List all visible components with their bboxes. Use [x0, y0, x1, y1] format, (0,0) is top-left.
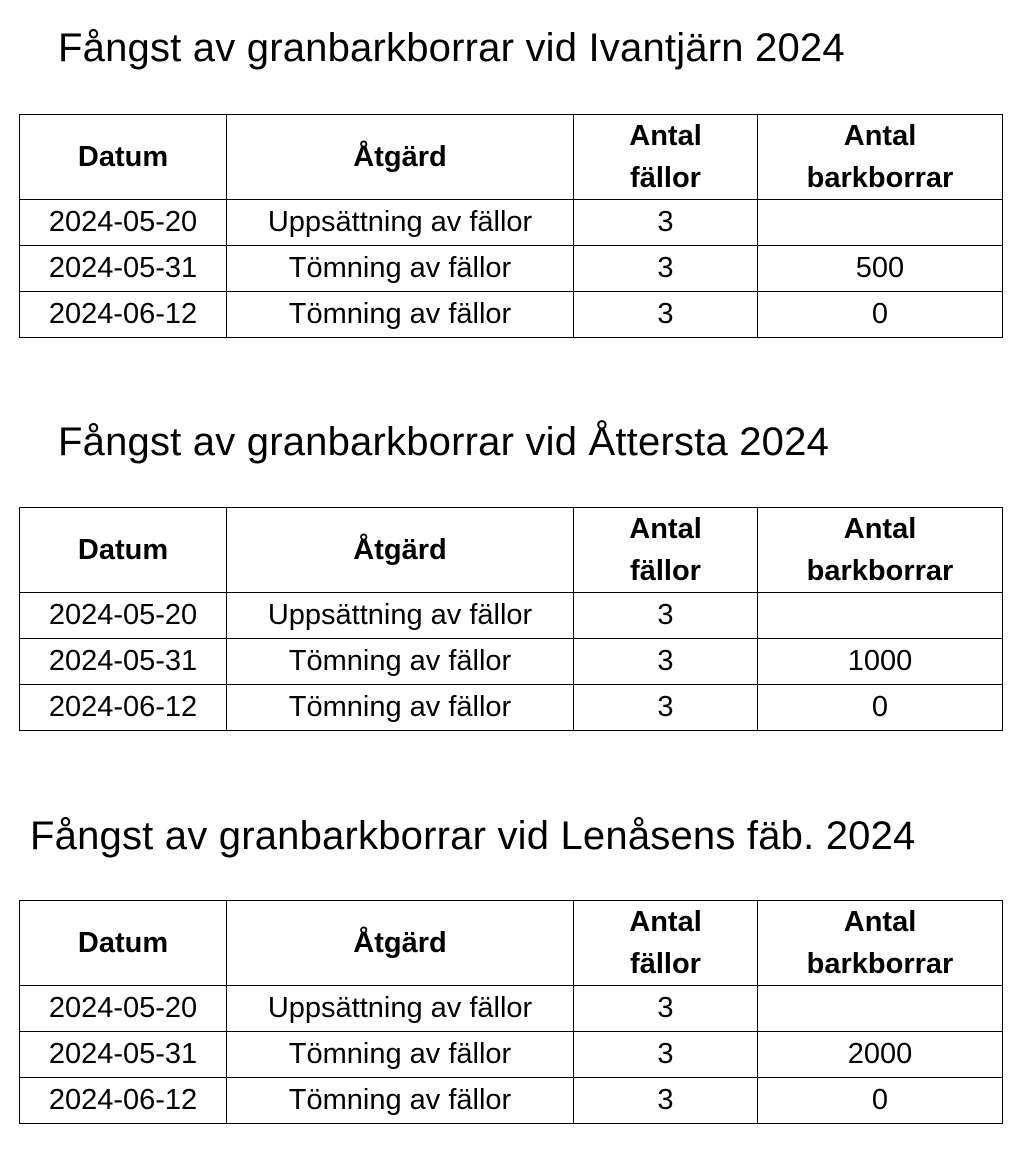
cell-fallor: 3: [574, 593, 758, 639]
cell-datum: 2024-05-20: [20, 200, 227, 246]
header-datum: Datum: [20, 115, 227, 200]
cell-fallor: 3: [574, 986, 758, 1032]
header-row: [20, 901, 1003, 986]
cell-atgard: Tömning av fällor: [227, 1078, 574, 1124]
cell-fallor: 3: [574, 639, 758, 685]
header-antal-fallor: Antal fällor: [574, 901, 758, 986]
table-title-attersta: Fångst av granbarkborrar vid Åttersta 2024: [58, 420, 830, 464]
header-row: [20, 115, 1003, 200]
cell-datum: 2024-05-31: [20, 246, 227, 292]
cell-atgard: Tömning av fällor: [227, 639, 574, 685]
cell-barkborrar: [758, 986, 1003, 1032]
header-datum: Datum: [20, 901, 227, 986]
cell-barkborrar: [758, 200, 1003, 246]
cell-atgard: Tömning av fällor: [227, 685, 574, 731]
cell-datum: 2024-05-31: [20, 639, 227, 685]
table-title-lenasens-fab: Fångst av granbarkborrar vid Lenåsens fäb. 2024: [30, 814, 916, 858]
cell-datum: 2024-06-12: [20, 685, 227, 731]
cell-datum: 2024-05-20: [20, 593, 227, 639]
header-datum: Datum: [20, 508, 227, 593]
cell-atgard: Uppsättning av fällor: [227, 986, 574, 1032]
cell-barkborrar: 2000: [758, 1032, 1003, 1078]
cell-datum: 2024-06-12: [20, 1078, 227, 1124]
table-row: [20, 200, 1003, 246]
table-row: [20, 986, 1003, 1032]
cell-atgard: Tömning av fällor: [227, 292, 574, 338]
header-atgard: Åtgärd: [227, 901, 574, 986]
header-antal-barkborrar: Antal barkborrar: [758, 508, 1003, 593]
cell-fallor: 3: [574, 1078, 758, 1124]
header-antal-fallor: Antal fällor: [574, 115, 758, 200]
catch-table-ivantjarn: [19, 114, 1003, 338]
catch-table-attersta: [19, 507, 1003, 731]
table-row: [20, 685, 1003, 731]
table-row: [20, 1032, 1003, 1078]
cell-fallor: 3: [574, 292, 758, 338]
header-antal-fallor: Antal fällor: [574, 508, 758, 593]
catch-table-lenasens-fab: [19, 900, 1003, 1124]
cell-barkborrar: 0: [758, 685, 1003, 731]
cell-barkborrar: 0: [758, 292, 1003, 338]
cell-barkborrar: 0: [758, 1078, 1003, 1124]
cell-datum: 2024-06-12: [20, 292, 227, 338]
cell-atgard: Uppsättning av fällor: [227, 200, 574, 246]
header-antal-barkborrar: Antal barkborrar: [758, 115, 1003, 200]
table-title-ivantjarn: Fångst av granbarkborrar vid Ivantjärn 2024: [58, 26, 845, 70]
cell-atgard: Uppsättning av fällor: [227, 593, 574, 639]
cell-barkborrar: 1000: [758, 639, 1003, 685]
table-row: [20, 246, 1003, 292]
table-row: [20, 639, 1003, 685]
table-row: [20, 593, 1003, 639]
cell-fallor: 3: [574, 246, 758, 292]
cell-datum: 2024-05-20: [20, 986, 227, 1032]
cell-atgard: Tömning av fällor: [227, 1032, 574, 1078]
table-row: [20, 1078, 1003, 1124]
cell-datum: 2024-05-31: [20, 1032, 227, 1078]
cell-barkborrar: 500: [758, 246, 1003, 292]
header-row: [20, 508, 1003, 593]
table-row: [20, 292, 1003, 338]
header-antal-barkborrar: Antal barkborrar: [758, 901, 1003, 986]
cell-fallor: 3: [574, 1032, 758, 1078]
header-atgard: Åtgärd: [227, 115, 574, 200]
cell-atgard: Tömning av fällor: [227, 246, 574, 292]
cell-fallor: 3: [574, 685, 758, 731]
header-atgard: Åtgärd: [227, 508, 574, 593]
cell-fallor: 3: [574, 200, 758, 246]
cell-barkborrar: [758, 593, 1003, 639]
